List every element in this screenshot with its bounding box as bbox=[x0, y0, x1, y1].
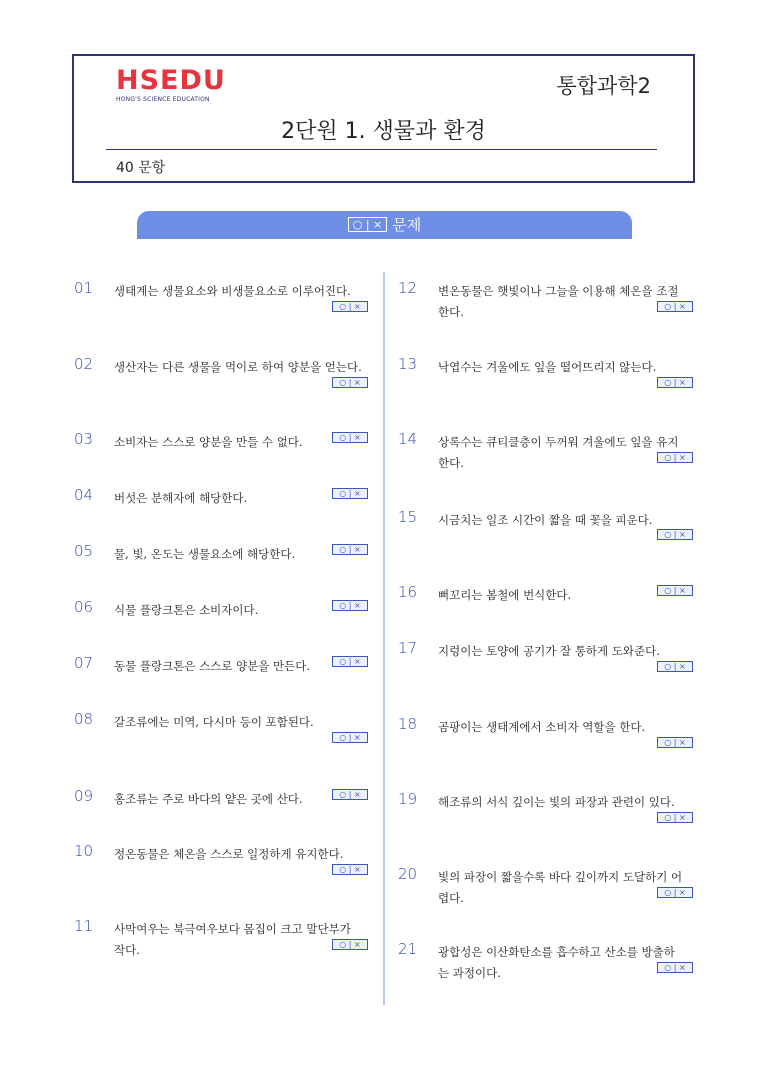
ox-answer-box[interactable]: ○ | × bbox=[657, 887, 693, 898]
page-title: 2단원 1. 생물과 환경 bbox=[281, 119, 486, 144]
question-number: 15 bbox=[398, 508, 418, 526]
question-item bbox=[74, 917, 370, 962]
section-banner bbox=[137, 211, 632, 239]
question-item bbox=[74, 486, 370, 516]
ox-answer-box[interactable]: ○ | × bbox=[332, 432, 368, 443]
ox-answer-box[interactable]: ○ | × bbox=[332, 939, 368, 950]
ox-answer-box[interactable]: ○ | × bbox=[657, 812, 693, 823]
question-text: 뻐꼬리는 봄철에 번식한다. bbox=[438, 588, 572, 602]
question-text: 홍조류는 주로 바다의 얕은 곳에 산다. bbox=[114, 792, 303, 806]
ox-answer-box[interactable]: ○ | × bbox=[657, 377, 693, 388]
column-divider bbox=[383, 272, 385, 1005]
question-number: 08 bbox=[74, 710, 94, 728]
question-text: 지렁이는 토양에 공기가 잘 통하게 도와준다. bbox=[438, 644, 660, 658]
question-number: 03 bbox=[74, 430, 94, 448]
ox-answer-box[interactable]: ○ | × bbox=[332, 301, 368, 312]
question-number: 14 bbox=[398, 430, 418, 448]
question-item bbox=[74, 710, 370, 750]
question-text: 동물 플랑크톤은 스스로 양분을 만든다. bbox=[114, 659, 311, 673]
question-text: 정온동물은 체온을 스스로 일정하게 유지한다. bbox=[114, 847, 344, 861]
ox-answer-box[interactable]: ○ | × bbox=[332, 544, 368, 555]
question-item bbox=[74, 598, 370, 628]
question-number: 05 bbox=[74, 542, 94, 560]
question-number: 18 bbox=[398, 715, 418, 733]
question-number: 01 bbox=[74, 279, 94, 297]
question-item bbox=[74, 542, 370, 572]
ox-answer-box[interactable]: ○ | × bbox=[657, 585, 693, 596]
question-text: 시금치는 일조 시간이 짧을 때 꽃을 피운다. bbox=[438, 513, 653, 527]
ox-answer-box[interactable]: ○ | × bbox=[657, 452, 693, 463]
title-divider bbox=[106, 149, 657, 150]
question-number: 12 bbox=[398, 279, 418, 297]
question-item bbox=[398, 639, 694, 679]
question-text: 버섯은 분해자에 해당한다. bbox=[114, 491, 248, 505]
question-text: 변온동물은 햇빛이나 그늘을 이용해 체온을 조절 한다. bbox=[438, 284, 679, 319]
question-number: 07 bbox=[74, 654, 94, 672]
question-text: 광합성은 이산화탄소를 흡수하고 산소를 방출하 는 과정이다. bbox=[438, 945, 675, 980]
question-item bbox=[74, 279, 370, 319]
question-item bbox=[398, 715, 694, 755]
question-item bbox=[74, 654, 370, 684]
question-item bbox=[74, 842, 370, 882]
question-text: 소비자는 스스로 양분을 만들 수 없다. bbox=[114, 435, 303, 449]
question-number: 11 bbox=[74, 917, 94, 935]
ox-answer-box[interactable]: ○ | × bbox=[332, 732, 368, 743]
ox-badge-icon: ○ | × bbox=[348, 217, 388, 232]
question-number: 06 bbox=[74, 598, 94, 616]
question-number: 02 bbox=[74, 355, 94, 373]
question-text: 갈조류에는 미역, 다시마 등이 포함된다. bbox=[114, 715, 314, 729]
question-text: 낙엽수는 겨울에도 잎을 떨어뜨리지 않는다. bbox=[438, 360, 657, 374]
logo-subtitle: HONG'S SCIENCE EDUCATION bbox=[116, 96, 210, 103]
question-text: 식물 플랑크톤은 소비자이다. bbox=[114, 603, 259, 617]
question-item bbox=[398, 865, 694, 910]
ox-answer-box[interactable]: ○ | × bbox=[657, 661, 693, 672]
question-item bbox=[398, 508, 694, 548]
question-text: 빛의 파장이 짧을수록 바다 깊이까지 도달하기 어 렵다. bbox=[438, 870, 683, 905]
ox-answer-box[interactable]: ○ | × bbox=[332, 789, 368, 800]
ox-answer-box[interactable]: ○ | × bbox=[332, 488, 368, 499]
question-count: 40 문항 bbox=[116, 160, 166, 176]
ox-answer-box[interactable]: ○ | × bbox=[332, 377, 368, 388]
question-text: 생태계는 생물요소와 비생물요소로 이루어진다. bbox=[114, 284, 351, 298]
logo-text: HSEDU bbox=[116, 65, 226, 96]
ox-answer-box[interactable]: ○ | × bbox=[332, 600, 368, 611]
question-number: 19 bbox=[398, 790, 418, 808]
question-number: 20 bbox=[398, 865, 418, 883]
question-item bbox=[398, 940, 694, 985]
question-text: 곰팡이는 생태계에서 소비자 역할을 한다. bbox=[438, 720, 646, 734]
question-item bbox=[398, 790, 694, 830]
question-text: 해조류의 서식 깊이는 빛의 파장과 관련이 있다. bbox=[438, 795, 675, 809]
question-number: 13 bbox=[398, 355, 418, 373]
question-number: 10 bbox=[74, 842, 94, 860]
subject-label: 통합과학2 bbox=[556, 74, 651, 98]
question-item bbox=[398, 430, 694, 475]
banner-label: 문제 bbox=[392, 216, 422, 234]
ox-answer-box[interactable]: ○ | × bbox=[657, 737, 693, 748]
ox-answer-box[interactable]: ○ | × bbox=[332, 656, 368, 667]
logo bbox=[116, 67, 226, 103]
question-text: 물, 빛, 온도는 생물요소에 해당한다. bbox=[114, 547, 296, 561]
question-number: 21 bbox=[398, 940, 418, 958]
question-item bbox=[398, 583, 694, 613]
ox-answer-box[interactable]: ○ | × bbox=[332, 864, 368, 875]
ox-answer-box[interactable]: ○ | × bbox=[657, 301, 693, 312]
header-box bbox=[72, 54, 695, 183]
question-text: 생산자는 다른 생물을 먹이로 하여 양분을 얻는다. bbox=[114, 360, 362, 374]
ox-answer-box[interactable]: ○ | × bbox=[657, 529, 693, 540]
question-number: 09 bbox=[74, 787, 94, 805]
question-number: 17 bbox=[398, 639, 418, 657]
question-number: 16 bbox=[398, 583, 418, 601]
question-text: 사막여우는 북극여우보다 몸집이 크고 말단부가 작다. bbox=[114, 922, 351, 957]
question-item bbox=[74, 430, 370, 460]
ox-answer-box[interactable]: ○ | × bbox=[657, 962, 693, 973]
question-item bbox=[398, 279, 694, 324]
question-item bbox=[74, 787, 370, 817]
question-number: 04 bbox=[74, 486, 94, 504]
question-text: 상록수는 큐티클층이 두꺼워 겨울에도 잎을 유지 한다. bbox=[438, 435, 679, 470]
question-item bbox=[398, 355, 694, 395]
question-item bbox=[74, 355, 370, 395]
